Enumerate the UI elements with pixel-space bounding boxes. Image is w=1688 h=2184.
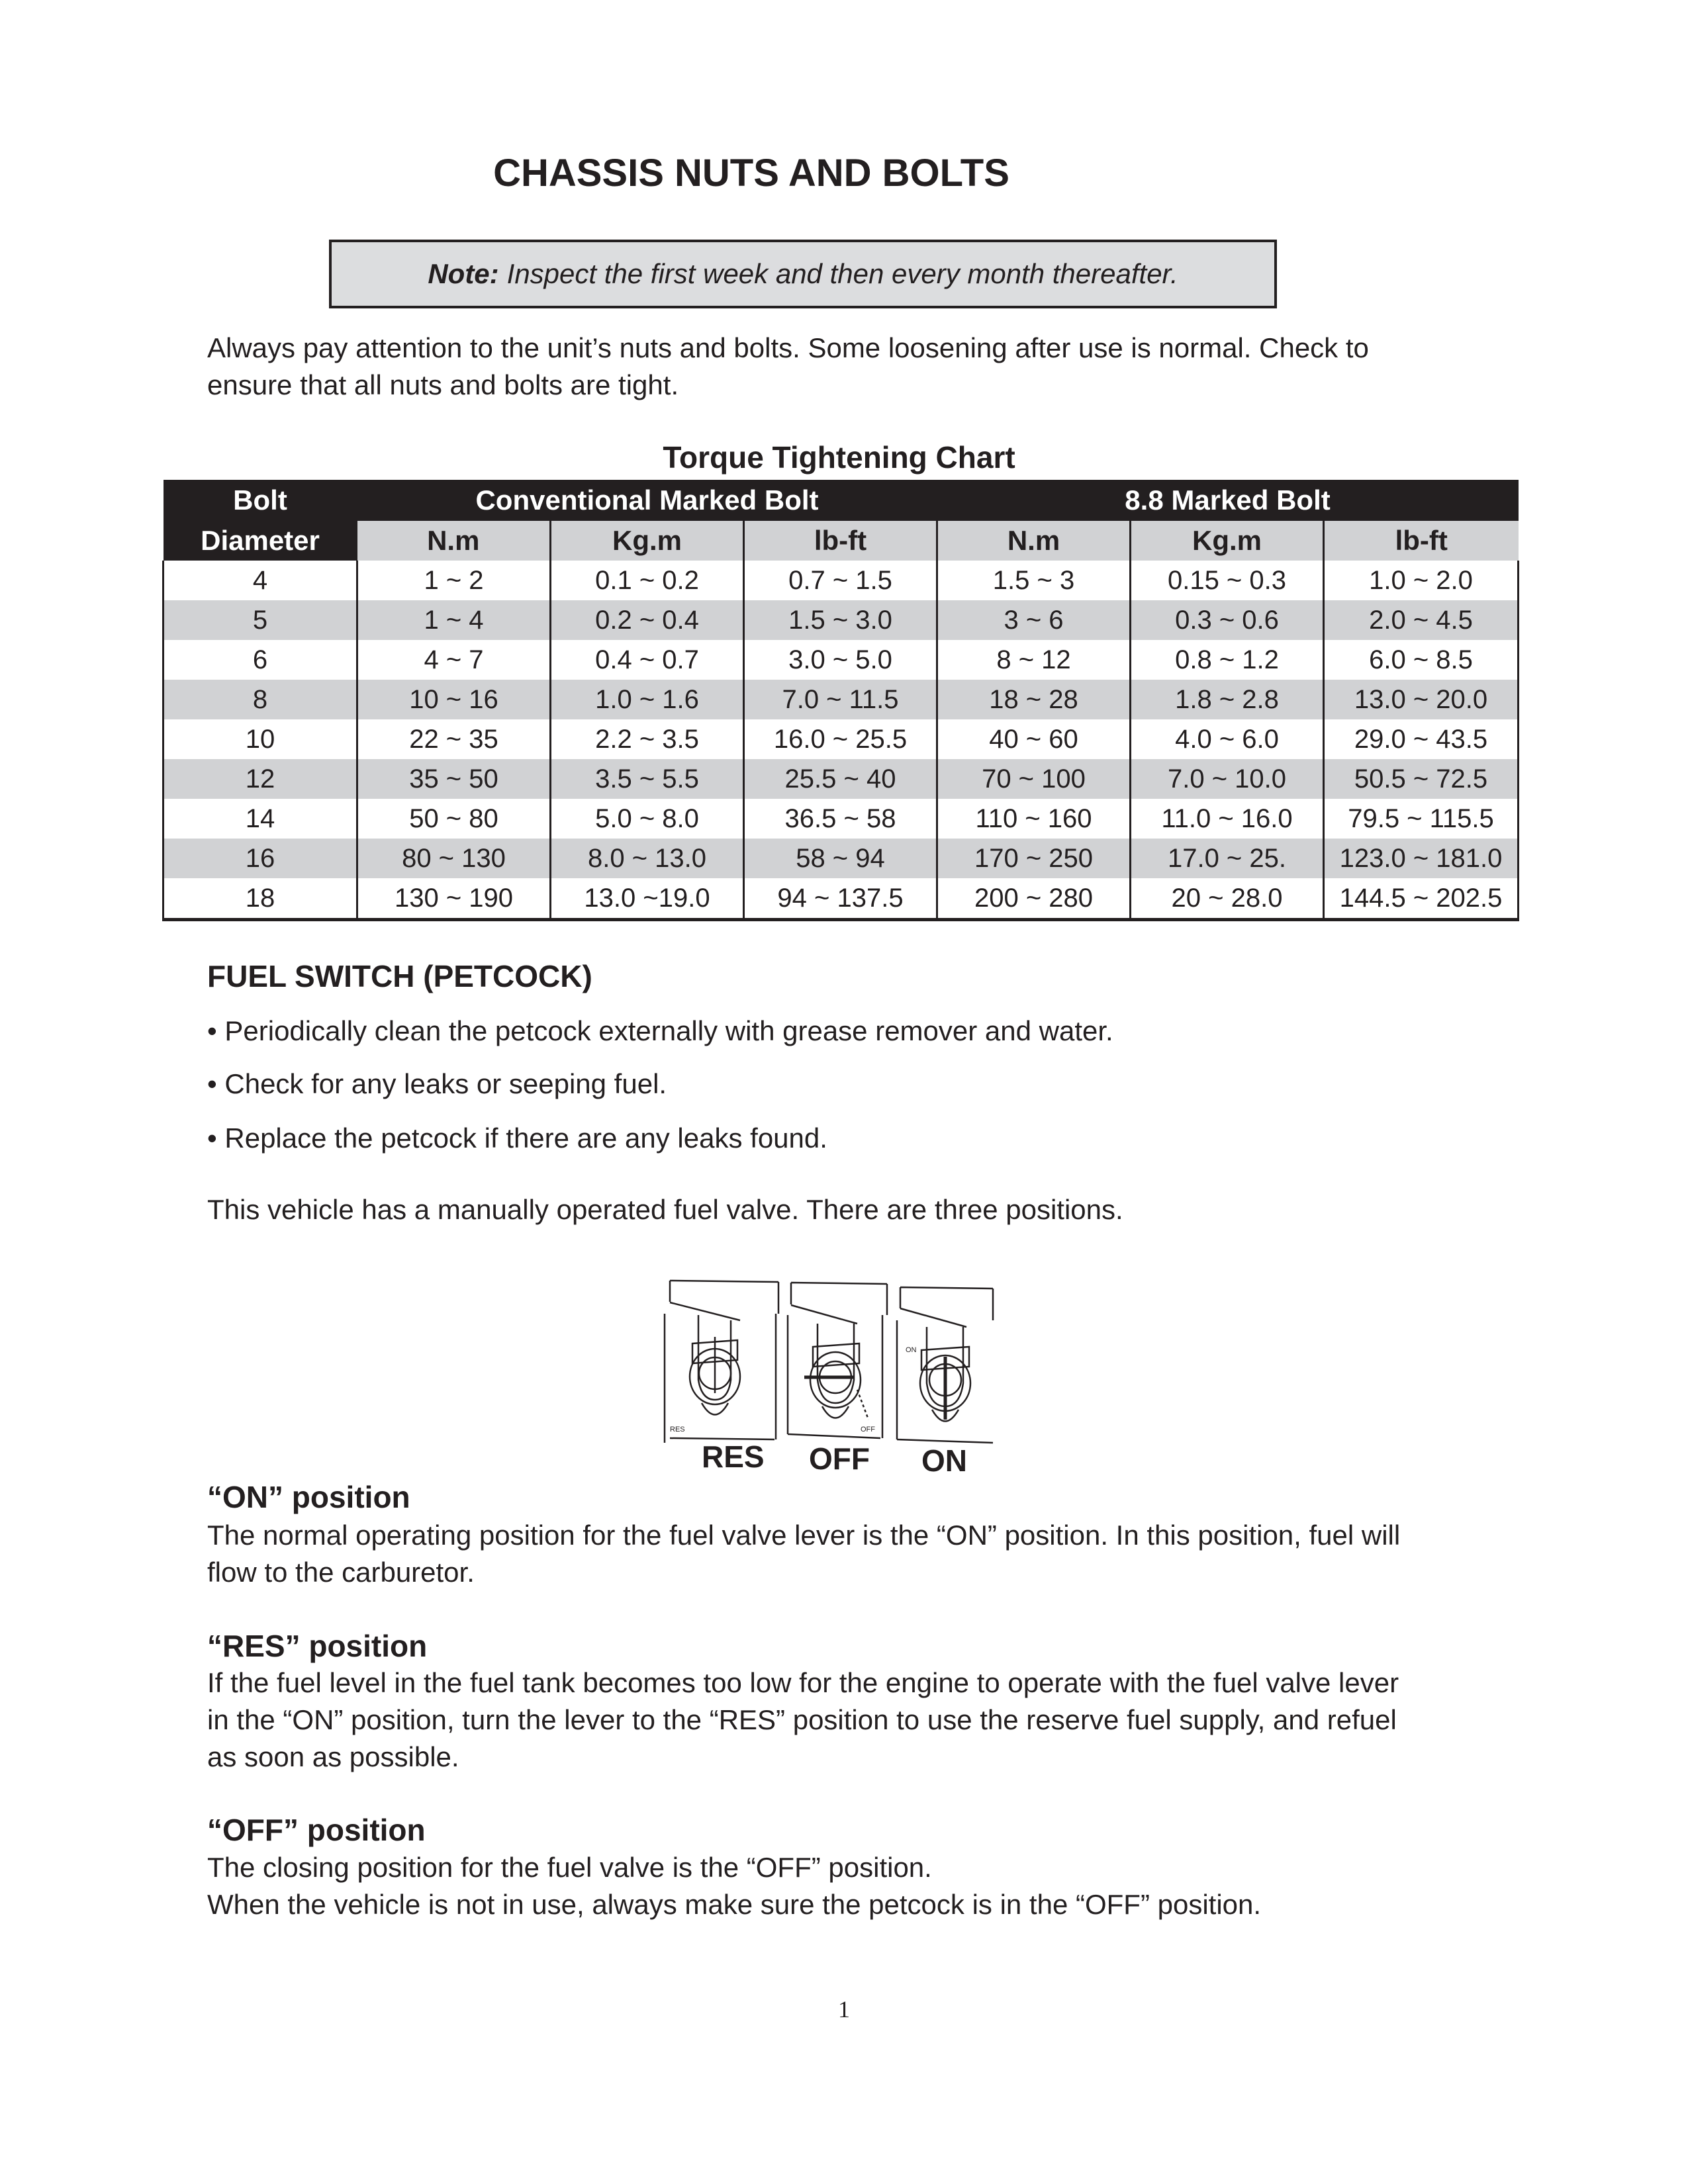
caption-off: OFF <box>809 1441 870 1473</box>
torque-value-cell: 17.0 ~ 25. <box>1131 839 1324 878</box>
bolt-diameter-cell: 6 <box>164 640 357 680</box>
torque-value-cell: 123.0 ~ 181.0 <box>1324 839 1519 878</box>
torque-value-cell: 1.0 ~ 2.0 <box>1324 561 1519 600</box>
table-row <box>164 878 1519 920</box>
torque-value-cell: 0.1 ~ 0.2 <box>551 561 744 600</box>
caption-on: ON <box>921 1443 967 1473</box>
page-title: CHASSIS NUTS AND BOLTS <box>493 152 1009 195</box>
intro-line: ensure that all nuts and bolts are tight. <box>207 369 679 400</box>
intro-paragraph <box>207 330 1518 404</box>
torque-value-cell: 1.8 ~ 2.8 <box>1131 680 1324 719</box>
off-position-heading: “OFF” position <box>207 1813 426 1847</box>
torque-chart-title: Torque Tightening Chart <box>663 440 1015 475</box>
paragraph-line: in the “ON” position, turn the lever to the “RES” position to use the reserve fuel supply, and refuel <box>207 1704 1397 1735</box>
off-position-text <box>207 1849 1518 1923</box>
header-diameter: Diameter <box>164 521 357 561</box>
note-box <box>329 240 1277 308</box>
torque-value-cell: 70 ~ 100 <box>937 759 1131 799</box>
header-88-kgm: Kg.m <box>1131 521 1324 561</box>
bolt-diameter-cell: 12 <box>164 759 357 799</box>
torque-value-cell: 1 ~ 4 <box>357 600 551 640</box>
torque-value-cell: 8.0 ~ 13.0 <box>551 839 744 878</box>
bolt-diameter-cell: 5 <box>164 600 357 640</box>
petcock-diagram <box>662 1261 1019 1473</box>
petcock-positions-illustration <box>662 1261 1019 1473</box>
torque-value-cell: 50 ~ 80 <box>357 799 551 839</box>
on-position-text <box>207 1517 1518 1591</box>
torque-value-cell: 0.3 ~ 0.6 <box>1131 600 1324 640</box>
torque-value-cell: 50.5 ~ 72.5 <box>1324 759 1519 799</box>
bolt-diameter-cell: 10 <box>164 719 357 759</box>
table-row <box>164 839 1519 878</box>
small-label-res: RES <box>670 1426 685 1433</box>
torque-value-cell: 79.5 ~ 115.5 <box>1324 799 1519 839</box>
torque-value-cell: 4 ~ 7 <box>357 640 551 680</box>
petcock-off-icon <box>788 1283 887 1438</box>
torque-value-cell: 1.5 ~ 3 <box>937 561 1131 600</box>
torque-value-cell: 1 ~ 2 <box>357 561 551 600</box>
bolt-diameter-cell: 14 <box>164 799 357 839</box>
torque-value-cell: 13.0 ~19.0 <box>551 878 744 920</box>
paragraph-line: The normal operating position for the fuel valve lever is the “ON” position. In this position, fuel will <box>207 1520 1401 1551</box>
on-position-heading: “ON” position <box>207 1480 410 1514</box>
torque-value-cell: 80 ~ 130 <box>357 839 551 878</box>
bullet-item: • Check for any leaks or seeping fuel. <box>207 1068 667 1099</box>
table-row <box>164 561 1519 600</box>
paragraph-line: as soon as possible. <box>207 1741 459 1772</box>
table-row <box>164 640 1519 680</box>
header-88-lbft: lb-ft <box>1324 521 1519 561</box>
torque-value-cell: 5.0 ~ 8.0 <box>551 799 744 839</box>
torque-value-cell: 0.7 ~ 1.5 <box>744 561 937 600</box>
torque-value-cell: 1.5 ~ 3.0 <box>744 600 937 640</box>
bolt-diameter-cell: 16 <box>164 839 357 878</box>
torque-value-cell: 22 ~ 35 <box>357 719 551 759</box>
torque-value-cell: 10 ~ 16 <box>357 680 551 719</box>
paragraph-line: The closing position for the fuel valve is the “OFF” position. <box>207 1852 932 1883</box>
bolt-diameter-cell: 4 <box>164 561 357 600</box>
fuel-valve-summary: This vehicle has a manually operated fuel valve. There are three positions. <box>207 1194 1123 1225</box>
intro-line: Always pay attention to the unit’s nuts and bolts. Some loosening after use is normal. Check to <box>207 332 1369 363</box>
bullet-item: • Replace the petcock if there are any leaks found. <box>207 1122 827 1154</box>
torque-value-cell: 94 ~ 137.5 <box>744 878 937 920</box>
table-row <box>164 680 1519 719</box>
torque-value-cell: 11.0 ~ 16.0 <box>1131 799 1324 839</box>
torque-value-cell: 7.0 ~ 10.0 <box>1131 759 1324 799</box>
paragraph-line: flow to the carburetor. <box>207 1557 475 1588</box>
torque-value-cell: 0.15 ~ 0.3 <box>1131 561 1324 600</box>
torque-value-cell: 16.0 ~ 25.5 <box>744 719 937 759</box>
bolt-diameter-cell: 8 <box>164 680 357 719</box>
torque-value-cell: 3 ~ 6 <box>937 600 1131 640</box>
res-position-heading: “RES” position <box>207 1629 428 1663</box>
torque-value-cell: 36.5 ~ 58 <box>744 799 937 839</box>
torque-table <box>162 480 1519 921</box>
torque-value-cell: 4.0 ~ 6.0 <box>1131 719 1324 759</box>
table-group-header-row <box>164 480 1519 521</box>
torque-value-cell: 6.0 ~ 8.5 <box>1324 640 1519 680</box>
header-conv-nm: N.m <box>357 521 551 561</box>
torque-value-cell: 0.8 ~ 1.2 <box>1131 640 1324 680</box>
torque-value-cell: 8 ~ 12 <box>937 640 1131 680</box>
header-conv-lbft: lb-ft <box>744 521 937 561</box>
torque-value-cell: 2.2 ~ 3.5 <box>551 719 744 759</box>
torque-value-cell: 13.0 ~ 20.0 <box>1324 680 1519 719</box>
petcock-on-icon <box>897 1287 993 1443</box>
torque-value-cell: 110 ~ 160 <box>937 799 1131 839</box>
small-label-off: OFF <box>861 1426 875 1433</box>
header-8-8-marked: 8.8 Marked Bolt <box>937 480 1519 521</box>
table-row <box>164 600 1519 640</box>
small-label-on: ON <box>906 1346 917 1354</box>
header-88-nm: N.m <box>937 521 1131 561</box>
table-row <box>164 719 1519 759</box>
torque-value-cell: 40 ~ 60 <box>937 719 1131 759</box>
table-row <box>164 799 1519 839</box>
note-text: Inspect the first week and then every month thereafter. <box>506 258 1178 289</box>
petcock-res-icon <box>665 1281 778 1443</box>
page-number: 1 <box>838 1996 850 2023</box>
res-position-text <box>207 1664 1518 1776</box>
torque-value-cell: 0.4 ~ 0.7 <box>551 640 744 680</box>
header-bolt: Bolt <box>164 480 357 521</box>
table-sub-header-row <box>164 521 1519 561</box>
torque-value-cell: 20 ~ 28.0 <box>1131 878 1324 920</box>
torque-value-cell: 1.0 ~ 1.6 <box>551 680 744 719</box>
torque-value-cell: 7.0 ~ 11.5 <box>744 680 937 719</box>
bullet-item: • Periodically clean the petcock externally with grease remover and water. <box>207 1015 1113 1046</box>
torque-value-cell: 3.5 ~ 5.5 <box>551 759 744 799</box>
torque-value-cell: 18 ~ 28 <box>937 680 1131 719</box>
paragraph-line: If the fuel level in the fuel tank becomes too low for the engine to operate with the fuel valve lever <box>207 1667 1399 1698</box>
torque-value-cell: 170 ~ 250 <box>937 839 1131 878</box>
torque-value-cell: 58 ~ 94 <box>744 839 937 878</box>
paragraph-line: When the vehicle is not in use, always make sure the petcock is in the “OFF” position. <box>207 1889 1262 1920</box>
fuel-switch-heading: FUEL SWITCH (PETCOCK) <box>207 959 592 993</box>
torque-value-cell: 3.0 ~ 5.0 <box>744 640 937 680</box>
torque-value-cell: 35 ~ 50 <box>357 759 551 799</box>
header-conv-kgm: Kg.m <box>551 521 744 561</box>
note-label: Note: <box>428 258 499 289</box>
torque-value-cell: 29.0 ~ 43.5 <box>1324 719 1519 759</box>
torque-value-cell: 144.5 ~ 202.5 <box>1324 878 1519 920</box>
header-conventional: Conventional Marked Bolt <box>357 480 937 521</box>
torque-value-cell: 200 ~ 280 <box>937 878 1131 920</box>
table-row <box>164 759 1519 799</box>
torque-value-cell: 130 ~ 190 <box>357 878 551 920</box>
bolt-diameter-cell: 18 <box>164 878 357 920</box>
torque-value-cell: 25.5 ~ 40 <box>744 759 937 799</box>
caption-res: RES <box>702 1439 765 1473</box>
torque-value-cell: 0.2 ~ 0.4 <box>551 600 744 640</box>
torque-value-cell: 2.0 ~ 4.5 <box>1324 600 1519 640</box>
